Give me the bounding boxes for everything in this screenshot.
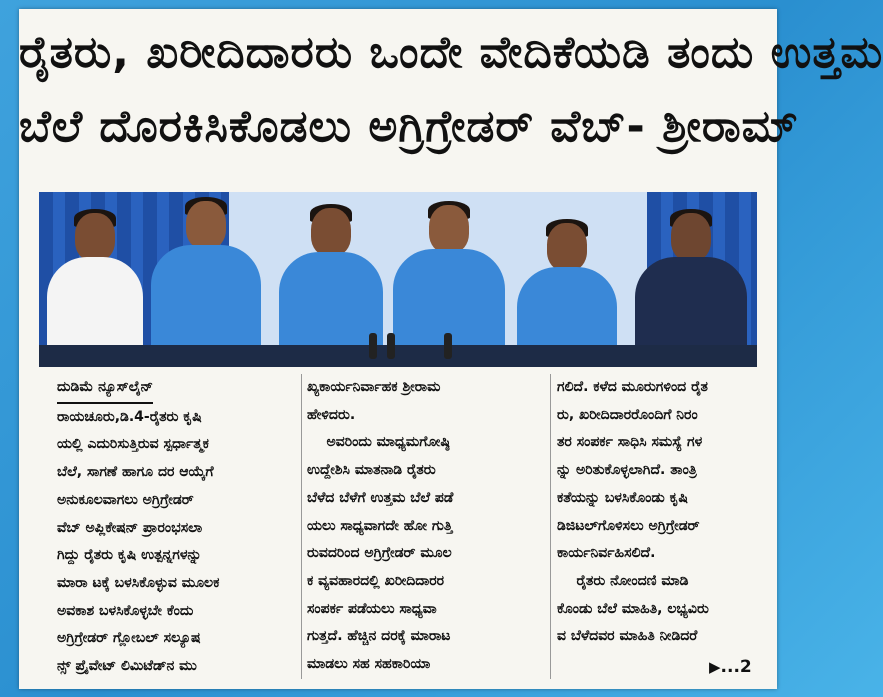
news-clipping <box>19 9 883 689</box>
continued-marker <box>709 657 752 677</box>
column-2-text: ಖ್ಯಕಾರ್ಯನಿರ್ವಾಹಕ ಶ್ರೀರಾಮ ಹೇಳಿದರು. ಅವರಿಂದು ಮಾಧ್ಯಮಗೋಷ್ಠಿ ಉದ್ದೇಶಿಸಿ ಮಾತನಾಡಿ ರೈತರು ಬೆಳೆದ ಬೆಳೆಗೆ ಉತ್ತಮ ಬೆಲೆ ಪಡೆ ಯಲು ಸಾಧ್ಯವಾಗದೇ ಹೋ ಗುತ್ತಿ ರುವದರಿಂದ ಅಗ್ರಿಗ್ರೇಡರ್ ಮೂಲ ಕ ವ್ಯವಹಾರದಲ್ಲಿ ಖರೀದಿದಾರರ ಸಂಪರ್ಕ ಪಡೆಯಲು ಸಾಧ್ಯವಾ ಗುತ್ತದೆ. ಹೆಚ್ಚಿನ ದರಕ್ಕೆ ಮಾರಾಟ ಮಾಡಲು ಸಹ ಸಹಕಾರಿಯಾ <box>307 379 454 673</box>
column-divider <box>550 374 551 679</box>
continue-arrow-icon: ▶ <box>709 658 721 676</box>
microphone <box>444 333 452 359</box>
person-4 <box>393 205 505 353</box>
headline-line-1: ರೈತರು, ಖರೀದಿದಾರರು ಒಂದೇ ವೇದಿಕೆಯಡಿ ತಂದು ಉತ್ತಮ <box>19 27 883 78</box>
article-column-2 <box>307 374 545 679</box>
microphone <box>369 333 377 359</box>
byline: ದುಡಿಮೆ ನ್ಯೂಸ್‌ಲೈನ್ <box>57 374 153 404</box>
continued-label: ...2 <box>720 657 752 677</box>
column-1-text: ರಾಯಚೂರು,ಡಿ.4-ರೈತರು ಕೃಷಿ ಯಲ್ಲಿ ಎದುರಿಸುತ್ತಿರುವ ಸ್ಪರ್ಧಾತ್ಮಕ ಬೆಲೆ, ಸಾಗಣೆ ಹಾಗೂ ದರ ಆಯ್ಕೆಗೆ ಅನುಕೂಲವಾಗಲು ಅಗ್ರಿಗ್ರೇಡರ್ ವೆಬ್ ಅಪ್ಲಿಕೇಷನ್ ಪ್ರಾರಂಭಸಲಾ ಗಿದ್ದು ರೈತರು ಕೃಷಿ ಉತ್ಪನ್ನಗಳನ್ನು ಮಾರಾ ಟಕ್ಕೆ ಬಳಸಿಕೊಳ್ಳುವ ಮೂಲಕ ಅವಕಾಶ ಬಳಸಿಕೊಳ್ಳಬೇ ಕೆಂದು ಅಗ್ರಿಗ್ರೇಡರ್ ಗ್ಲೋಬಲ್ ಸಲ್ಯೂಷ ನ್ಸ್ ಪ್ರೈವೇಟ್ ಲಿಮಿಟೆಡ್‌ನ ಮು <box>57 408 220 675</box>
column-3-text: ಗಲಿದೆ. ಕಳೆದ ಮೂರುಗಳಿಂದ ರೈತ ರು, ಖರೀದಿದಾರರೊಂದಿಗೆ ನಿರಂ ತರ ಸಂಪರ್ಕ ಸಾಧಿಸಿ ಸಮಸ್ಯೆ ಗಳ ನ್ನು ಅರಿತುಕೊಳ್ಳಲಾಗಿದೆ. ತಾಂತ್ರಿ ಕತೆಯನ್ನು ಬಳಸಿಕೊಂಡು ಕೃಷಿ ಡಿಜಿಟಲ್‌ಗೊಳಿಸಲು ಅಗ್ರಿಗ್ರೇಡರ್ ಕಾರ್ಯನಿರ್ವಹಿಸಲಿದೆ. ರೈತರು ನೋಂದಣಿ ಮಾಡಿ ಕೊಂಡು ಬೆಲೆ ಮಾಹಿತಿ, ಲಭ್ಯವಿರು ವ ಬೆಳೆದವರ ಮಾಹಿತಿ ನೀಡಿದರೆ <box>557 379 709 645</box>
press-table <box>39 345 757 367</box>
column-divider <box>301 374 302 679</box>
person-2 <box>151 201 261 353</box>
person-6 <box>635 213 747 353</box>
person-3 <box>279 208 383 353</box>
microphone <box>387 333 395 359</box>
person-5 <box>517 223 617 353</box>
person-1 <box>47 213 143 353</box>
headline-line-2: ಬೆಲೆ ದೊರಕಿಸಿಕೊಡಲು ಅಗ್ರಿಗ್ರೇಡರ್ ವೆಬ್- ಶ್ರೀರಾಮ್ <box>19 101 799 152</box>
article-column-3 <box>557 374 777 651</box>
press-meet-photo <box>39 192 757 367</box>
article-column-1 <box>57 374 297 681</box>
